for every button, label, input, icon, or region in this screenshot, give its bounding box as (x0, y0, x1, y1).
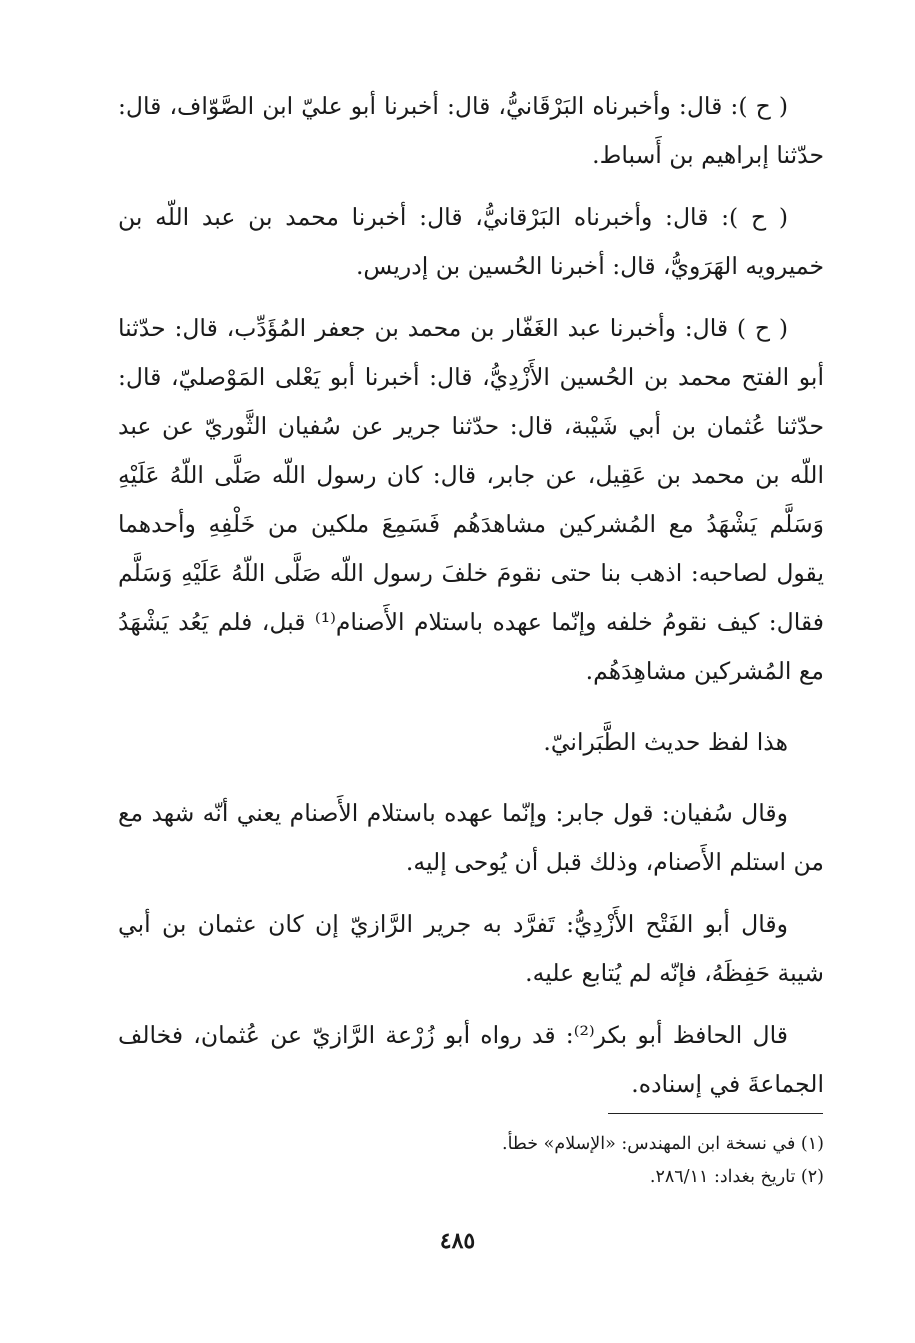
paragraph-3: ( ح ) قال: وأخبرنا عبد الغَفّار بن محمد بن جعفر المُؤَدِّب، قال: حدّثنا أبو الفتح محمد بن الحُسين الأَزْدِيُّ، قال: أخبرنا أبو يَعْلى المَوْصليّ، قال: حدّثنا عُثمان بن أبي شَيْبة، قال: حدّثنا جرير عن سُفيان الثَّوريّ عن عبد اللّه بن محمد بن عَقِيل، عن جابر، قال: كان رسول اللّه صَلَّى اللّهُ عَلَيْهِ وَسَلَّم يَشْهَدُ مع المُشركين مشاهدَهُم فَسَمِعَ ملكين من خَلْفِهِ وأحدهما يقول لصاحبه: اذهب بنا حتى نقومَ خلفَ رسول اللّه صَلَّى اللّهُ عَلَيْهِ وَسَلَّم فقال: كيف نقومُ خلفه وإنّما عهده باستلام الأَصنام⁽¹⁾ قبل، فلم يَعُد يَشْهَدُ مع المُشركين مشاهِدَهُم. (118, 314, 824, 685)
main-text (118, 82, 824, 1122)
footnote-1: (١) في نسخة ابن المهندس: «الإسلام» خطأ. (502, 1134, 824, 1154)
paragraph-2: ( ح ): قال: وأخبرناه البَرْقانيُّ، قال: أخبرنا محمد بن عبد اللّه بن خميرويه الهَرَويُّ، قال: أخبرنا الحُسين بن إدريس. (118, 203, 824, 280)
paragraph-7: قال الحافظ أبو بكر⁽²⁾: قد رواه أبو زُرْعة الرَّازيّ عن عُثمان، فخالف الجماعةَ في إسناده. (118, 1021, 824, 1098)
paragraph-6: وقال أبو الفَتْح الأَزْدِيُّ: تَفرَّد به جرير الرَّازيّ إن كان عثمان بن أبي شيبة حَفِظَهُ، فإنّه لم يُتابع عليه. (118, 910, 824, 987)
footnotes (118, 1128, 824, 1194)
footnote-divider (608, 1113, 823, 1114)
paragraph-1: ( ح ): قال: وأخبرناه البَرْقَانيُّ، قال: أخبرنا أبو عليّ ابن الصَّوّاف، قال: حدّثنا إبراهيم بن أَسباط. (118, 92, 824, 169)
paragraph-4: هذا لفظ حديث الطَّبَرانيّ. (543, 728, 788, 756)
paragraph-5: وقال سُفيان: قول جابر: وإنّما عهده باستلام الأَصنام يعني أنّه شهد مع من استلم الأَصنام، وذلك قبل أن يُوحى إليه. (118, 799, 824, 876)
page-number: ٤٨٥ (439, 1228, 476, 1254)
footnote-2: (٢) تاريخ بغداد: ٢٨٦/١١. (649, 1167, 824, 1187)
